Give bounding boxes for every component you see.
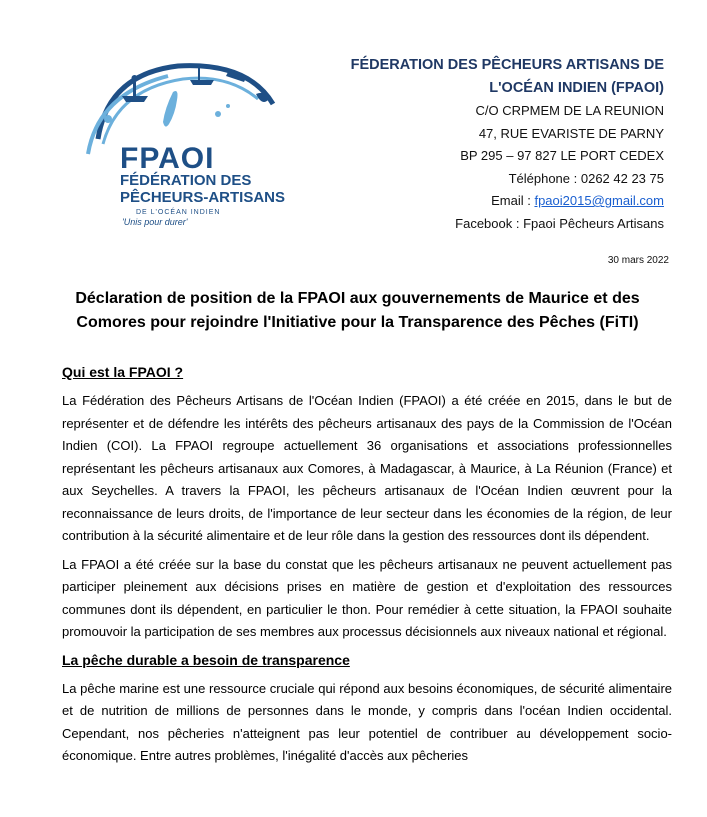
fpaoi-logo	[78, 44, 298, 244]
address-line-3: BP 295 – 97 827 LE PORT CEDEX	[460, 148, 664, 163]
paragraph-who-2: La FPAOI a été créée sur la base du constat que les pêcheurs artisanaux ne peuvent actuellement pas participer pleinement aux décisions prises en matière de gestion et d'exploitation des ressources communes dont ils dépendent, en particulier le thon. Pour remédier à cette situation, la FPAOI souhaite promouvoir la participation de ses membres aux processus décisionnels aux niveaux national et régional.	[62, 556, 672, 639]
phone: Téléphone : 0262 42 23 75	[508, 170, 664, 186]
address-line-1: C/O CRPMEM DE LA REUNION	[475, 103, 664, 118]
address-line-2: 47, RUE EVARISTE DE PARNY	[478, 125, 664, 141]
org-title-line1: FÉDERATION DES PÊCHEURS ARTISANS DE	[350, 57, 664, 73]
paragraph-transparency-1: La pêche marine est une ressource cruciale qui répond aux besoins économiques, de sécurité alimentaire et de nutrition de millions de personnes dans le monde, y compris dans l'océan Indien occidental. Cependant, nos pêcheries n'atteignent pas leur potentiel de contribuer au développement socio-économique. Entre autres problèmes, l'inégalité d'accès aux pêcheries	[62, 680, 672, 763]
org-title-line2: L'OCÉAN INDIEN (FPAOI)	[489, 80, 664, 96]
section-heading-who: Qui est la FPAOI ?	[62, 364, 184, 380]
logo-motto: 'Unis pour durer'	[122, 217, 188, 227]
paragraph-who-1: La Fédération des Pêcheurs Artisans de l'Océan Indien (FPAOI) a été créée en 2015, dans le but de représenter et de défendre les intérêts des pêcheurs artisanaux des pays de la Commission de l'Océan Indien (COI). La FPAOI regroupe actuellement 36 organisations et associations professionnelles représentant les pêcheurs artisanaux aux Comores, à Madagascar, à Maurice, à La Réunion (France) et aux Seychelles. A travers la FPAOI, les pêcheurs artisanaux de l'Océan Indien œuvrent pour la reconnaissance de leurs droits, de l'importance de leur secteur dans les économies de la région, de leur contribution à la sécurité alimentaire et de leur rôle dans la gestion des ressources dont ils dépendent.	[62, 393, 672, 543]
section-heading-transparency: La pêche durable a besoin de transparence	[62, 651, 350, 668]
logo-name-line2: PÊCHEURS-ARTISANS	[120, 189, 286, 206]
letterhead	[304, 54, 664, 235]
document-date: 30 mars 2022	[607, 255, 669, 266]
document-title: Déclaration de position de la FPAOI aux gouvernements de Maurice et des Comores pour rejoindre l'Initiative pour la Transparence des Pêches (FiTI)	[75, 290, 640, 331]
logo-subtitle: DE L'OCÉAN INDIEN	[136, 209, 221, 216]
facebook: Facebook : Fpaoi Pêcheurs Artisans	[455, 215, 664, 231]
email-line	[304, 190, 664, 213]
email-label: Email :	[491, 193, 535, 208]
logo-acronym: FPAOI	[120, 142, 215, 175]
logo-name-line1: FÉDÉRATION DES	[120, 172, 252, 189]
email-link[interactable]: fpaoi2015@gmail.com	[534, 193, 664, 208]
document-body	[62, 362, 672, 774]
logo-name	[120, 172, 300, 206]
